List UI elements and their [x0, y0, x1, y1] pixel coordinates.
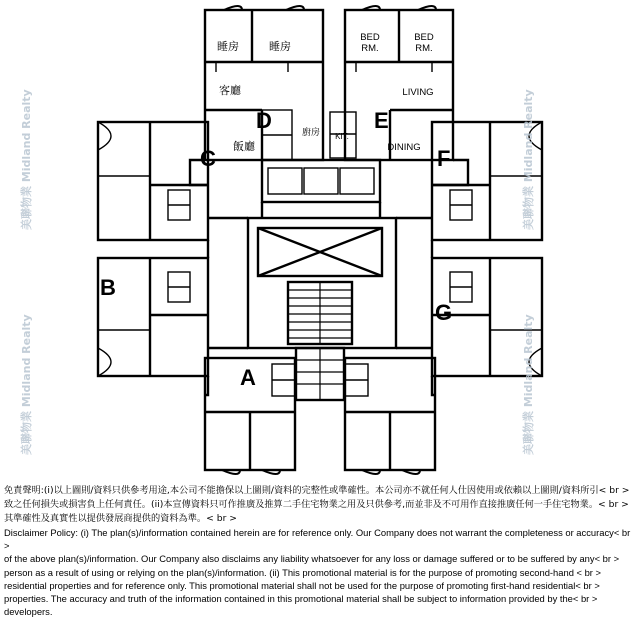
- watermark: 美聯物業 Midland Realty: [20, 89, 33, 230]
- disclaimer-en-line: properties. The accuracy and truth of the information contained in this promotional material shall be subject to information provided by the< br >: [4, 593, 598, 605]
- watermark: 美聯物業 Midland Realty: [522, 89, 535, 230]
- unit-label-C: C: [200, 146, 216, 171]
- room-label-dining: 飯廳: [233, 140, 255, 153]
- watermark: 美聯物業 Midland Realty: [20, 314, 33, 455]
- room-label-kitchen: 廚房: [301, 128, 321, 138]
- unit-label-D: D: [256, 108, 272, 133]
- disclaimer-en-line: of the above plan(s)/information. Our Company also disclaims any liability whatsoever for any loss or damage suffered or to be suffered by any< br >: [4, 553, 620, 565]
- room-label-bedroom-1: 睡房: [217, 40, 239, 53]
- unit-label-A: A: [240, 365, 256, 390]
- room-label-bed-rm-2a: BED: [414, 32, 434, 43]
- disclaimer-zh-line: 其準確性及真實性以提供發展商提供的資料為準。< br >: [4, 513, 237, 524]
- disclaimer-zh-line: 免責聲明:(i)以上圖則/資料只供參考用途,本公司不能擔保以上圖則/資料的完整性或準確性。本公司亦不就任何人仕因使用或依賴以上圖則/資料所引< br >: [4, 485, 630, 496]
- room-label-bed-rm-1b: RM.: [361, 43, 379, 54]
- room-label-kit-en: KIT.: [335, 132, 349, 141]
- disclaimer-en-line: Disclaimer Policy: (i) The plan(s)/information contained herein are for reference only. Our Company does not warrant the completeness or accuracy< br >: [4, 527, 631, 552]
- disclaimer-en-line: developers.: [4, 606, 53, 618]
- unit-label-G: G: [435, 300, 453, 325]
- watermark: 美聯物業 Midland Realty: [522, 314, 535, 455]
- room-label-bedroom-2: 睡房: [269, 40, 291, 53]
- room-label-living: 客廳: [219, 84, 241, 97]
- room-label-dining-en: DINING: [387, 142, 421, 153]
- disclaimer-block: [0, 484, 640, 618]
- unit-label-E: E: [374, 108, 389, 133]
- unit-label-B: B: [100, 275, 116, 300]
- disclaimer-zh-line: 致之任何損失或損害負上任何責任。(ii)本宣傳資料只可作推廣及推算二手住宅物業之用及只供參考,而並非及不可用作直接推廣任何一手住宅物業。< br >: [4, 499, 629, 510]
- room-label-bed-rm-1a: BED: [360, 32, 380, 43]
- room-label-bed-rm-2b: RM.: [415, 43, 433, 54]
- unit-label-F: F: [437, 146, 451, 171]
- room-label-living-en: LIVING: [402, 87, 434, 98]
- disclaimer-en-line: residential properties and for reference only. This promotional material shall not be used for the purpose of promoting first-hand residential< br >: [4, 579, 600, 591]
- disclaimer-en-line: person as a result of using or relying on the plan(s)/information. (ii) This promotional material is for the purpose of promoting second-hand < br >: [4, 566, 602, 578]
